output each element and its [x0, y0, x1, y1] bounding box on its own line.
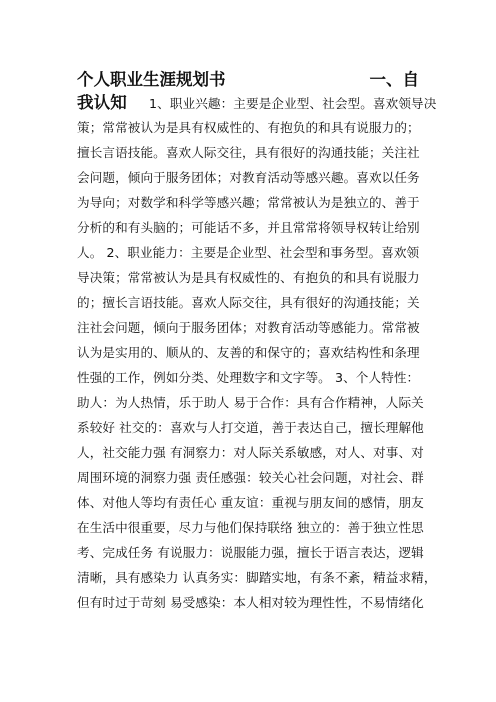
section-heading-end: 我认知	[77, 93, 127, 112]
body-line: 性强的工作，例如分类、处理数字和文字等。 3、个人特性：	[77, 370, 420, 385]
body-line: 但有时过于苛刻 易受感染：本人相对较为理性性，不易情绪化	[77, 595, 424, 610]
body-line: 分析的和有头脑的；可能话不多，并且常常将领导权转让给别	[77, 220, 420, 235]
section-heading-start: 一、自	[369, 70, 419, 89]
body-line: 系较好 社交的：喜欢与人打交道，善于表达自己，擅长理解他	[77, 420, 424, 435]
body-line	[77, 93, 437, 112]
body-line: 为导向；对数学和科学等感兴趣；常常被认为是独立的、善于	[77, 195, 420, 210]
body-line: 擅长言语技能。喜欢人际交往，具有很好的沟通技能；关注社	[77, 145, 420, 160]
body-line: 认为是实用的、顺从的、友善的和保守的；喜欢结构性和条理	[77, 345, 420, 360]
body-line: 考、完成任务 有说服力：说服能力强，擅长于语言表达，逻辑	[77, 545, 424, 560]
document-title: 个人职业生涯规划书	[77, 70, 226, 89]
body-line: 策；常常被认为是具有权威性的、有抱负的和具有说服力的；	[77, 120, 420, 135]
body-line: 注社会问题，倾向于服务团体；对教育活动等感能力。常常被	[77, 320, 420, 335]
title-row	[77, 66, 419, 88]
body-line: 助人：为人热情，乐于助人 易于合作：具有合作精神，人际关	[77, 395, 424, 410]
body-line: 周围环境的洞察力强 责任感强：较关心社会问题，对社会、群	[77, 470, 424, 485]
body-line: 体、对他人等均有责任心 重友谊：重视与朋友间的感情，朋友	[77, 495, 424, 510]
body-line: 的；擅长言语技能。喜欢人际交往，具有很好的沟通技能；关	[77, 295, 420, 310]
body-line: 人。 2、职业能力：主要是企业型、社会型和事务型。喜欢领	[77, 245, 420, 260]
body-line-text: 1、职业兴趣：主要是企业型、社会型。喜欢领导决	[149, 96, 437, 111]
body-line: 导决策；常常被认为是具有权威性的、有抱负的和具有说服力	[77, 270, 420, 285]
body-line: 人，社交能力强 有洞察力：对人际关系敏感，对人、对事、对	[77, 445, 424, 460]
body-line: 会问题，倾向于服务团体；对教育活动等感兴趣。喜欢以任务	[77, 170, 420, 185]
body-line: 清晰，具有感染力 认真务实：脚踏实地，有条不紊，精益求精，	[77, 570, 437, 585]
body-line: 在生活中很重要，尽力与他们保持联络 独立的：善于独立性思	[77, 520, 424, 535]
